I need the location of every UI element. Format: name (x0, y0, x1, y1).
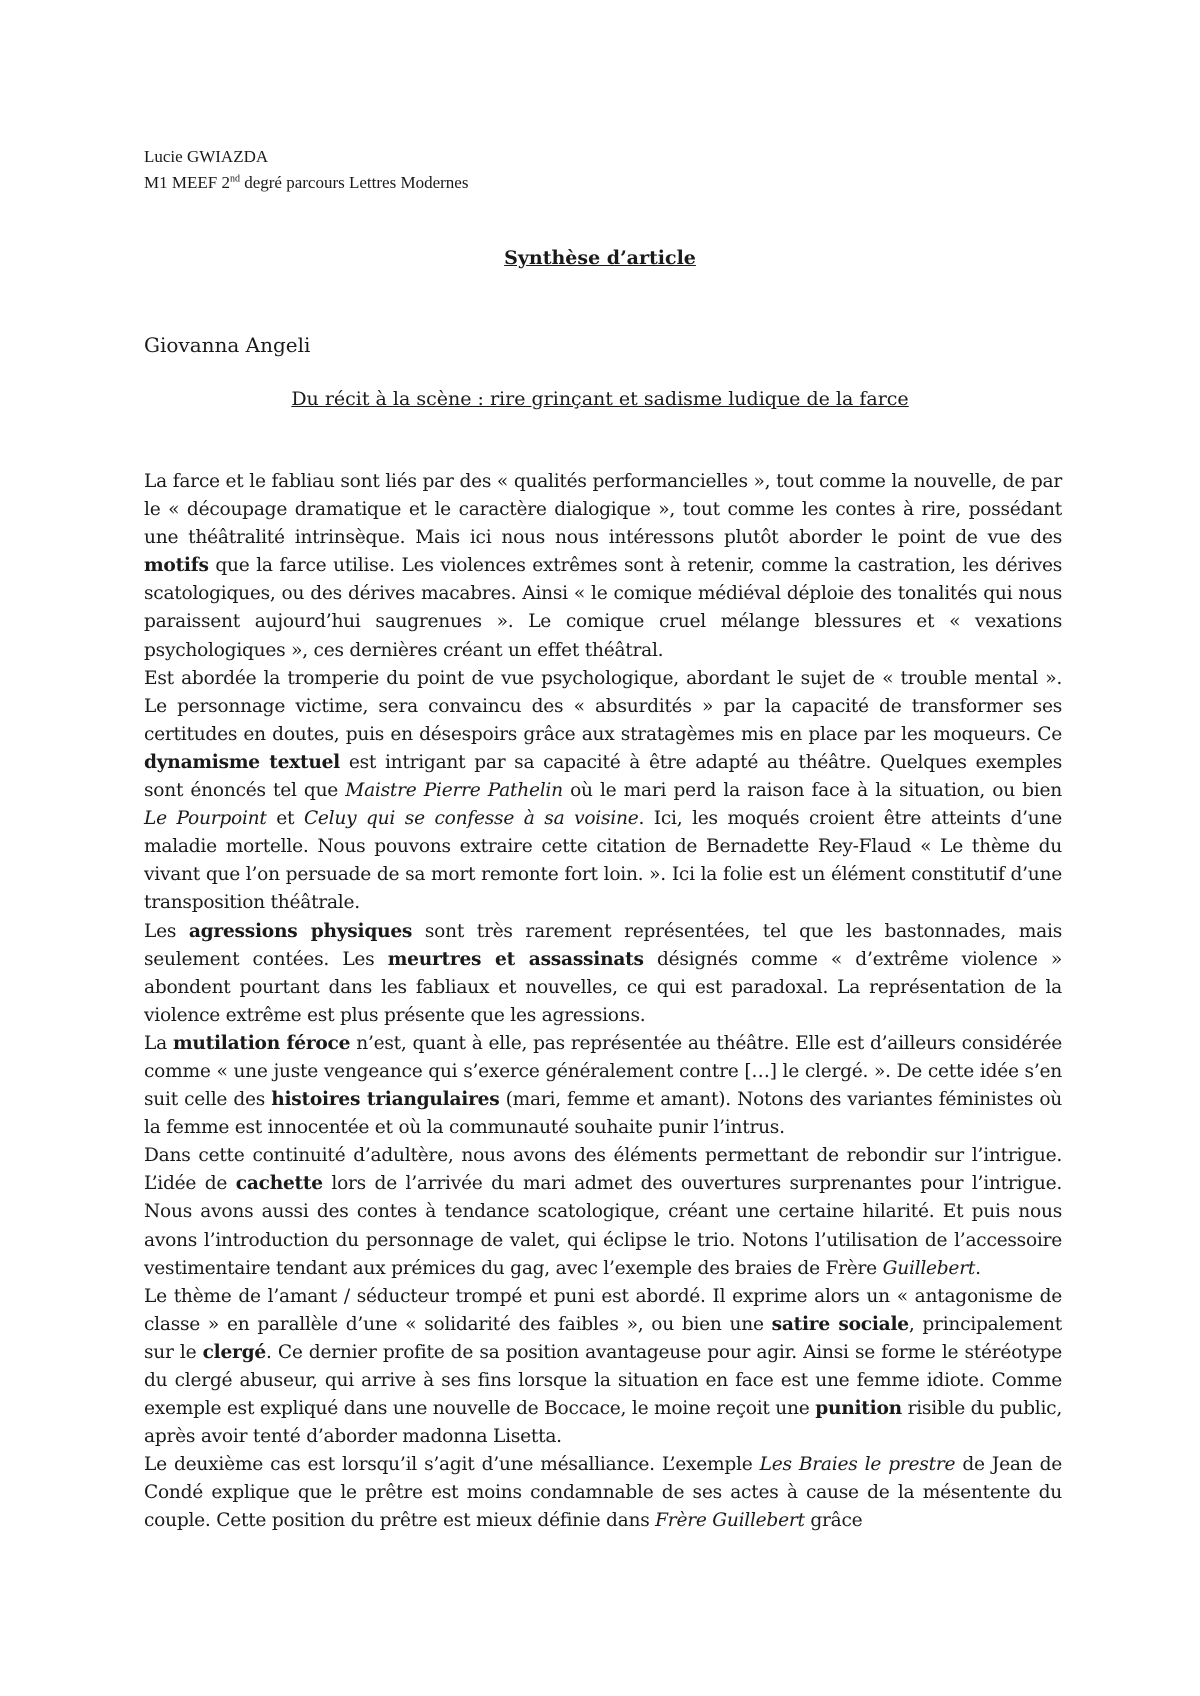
italic-title: Frère Guillebert (655, 1510, 805, 1532)
text-run: . (975, 1257, 981, 1279)
text-run: Le deuxième cas est lorsqu’il s’agit d’une mésalliance. L’exemple (144, 1454, 760, 1476)
italic-title: Celuy qui se confesse à sa voisine (303, 808, 639, 830)
bold-term: histoires triangulaires (271, 1089, 500, 1111)
italic-title: Le Pourpoint (144, 808, 267, 830)
document-title: Synthèse d’article (504, 247, 696, 269)
text-run: (mari, femme et amant). Notons des variantes féministes où la femme est innocentée et où la communauté souhaite punir l’intrus. (144, 1089, 1062, 1139)
text-run: est intrigant par sa capacité à être adapté au théâtre. Quelques exemples sont énoncés tel que (144, 751, 1063, 802)
text-run: que la farce utilise. Les violences extrêmes sont à retenir, comme la castration, les dérives scatologiques, ou des dérives macabres. Ainsi « le comique médiéval déploie des tonalités qui nous paraissent aujourd’hui saugrenues ». Le comique cruel mélange blessures et « vexations psychologiques », ces dernières créant un effet théâtral. (144, 555, 1062, 661)
program-prefix: M1 MEEF 2 (144, 173, 230, 192)
text-run: et (266, 808, 304, 830)
text-run: La (144, 1032, 173, 1054)
paragraph-7 (144, 1451, 1062, 1535)
text-run: Dans cette continuité d’adultère, nous avons des éléments permettant de rebondir sur l’intrigue. L’idée de (144, 1145, 1062, 1195)
bold-term: punition (815, 1398, 902, 1420)
bold-term: dynamisme textuel (144, 751, 340, 773)
bold-term: agressions physiques (188, 920, 413, 942)
text-run: Les (144, 920, 189, 942)
bold-term: motifs (144, 555, 209, 577)
text-run: risible du public, après avoir tenté d’aborder madonna Lisetta. (144, 1398, 1062, 1448)
text-run: Est abordée la tromperie du point de vue psychologique, abordant le sujet de « trouble mental ». Le personnage victime, sera convaincu des « absurdités » par la capacité de transformer ses certitudes en doutes, puis en désespoirs grâce aux stratagèmes mis en place par les moqueurs. Ce (144, 667, 1062, 745)
italic-title: Maistre Pierre Pathelin (345, 780, 563, 802)
bold-term: meurtres et assassinats (387, 948, 644, 970)
paragraph-4 (144, 1030, 1062, 1142)
italic-title: Les Braies le prestre (759, 1454, 956, 1476)
paragraph-1 (144, 468, 1062, 665)
italic-title: Guillebert (882, 1257, 976, 1279)
text-run: où le mari perd la raison face à la situation, ou bien (562, 780, 1062, 802)
paragraph-3 (144, 918, 1062, 1030)
text-run: de Jean de Condé explique que le prêtre est moins condamnable de ses actes à cause de la mésentente du couple. Cette position du prêtre est mieux définie dans (144, 1454, 1062, 1532)
text-run: . Ici, les moqués croient être atteints d’une maladie mortelle. Nous pouvons extraire cette citation de Bernadette Rey-Flaud « Le thème du vivant que l’on persuade de sa mort remonte fort loin. ». Ici la folie est un élément constitutif d’une transposition théâtrale. (144, 808, 1062, 914)
text-run: grâce (804, 1510, 863, 1532)
author-name: Lucie GWIAZDA (144, 147, 269, 166)
program-superscript: nd (229, 173, 240, 185)
paragraph-5 (144, 1142, 1062, 1282)
bold-term: clergé (202, 1341, 266, 1363)
body-text (144, 468, 1062, 1536)
article-title: Du récit à la scène : rire grinçant et sadisme ludique de la farce (291, 388, 909, 410)
paragraph-2 (144, 665, 1062, 918)
text-run: . Ce dernier profite de sa position avantageuse pour agir. Ainsi se forme le stéréotype du clergé abuseur, qui arrive à ses fins lorsque la situation en face est une femme idiote. Comme exemple est expliqué dans une nouvelle de Boccace, le moine reçoit une (144, 1341, 1062, 1420)
author-block (144, 144, 468, 196)
program-line (144, 170, 468, 196)
bold-term: satire sociale (771, 1313, 909, 1335)
article-author: Giovanna Angeli (144, 333, 311, 357)
text-run: , principalement sur le (144, 1313, 1062, 1363)
paragraph-6 (144, 1283, 1062, 1452)
text-run: La farce et le fabliau sont liés par des « qualités performancielles », tout comme la nouvelle, de par le « découpage dramatique et le caractère dialogique », tout comme les contes à rire, possédant une théâtralité intrinsèque. Mais ici nous nous intéressons plutôt aborder le point de vue des (144, 471, 1062, 549)
bold-term: cachette (235, 1173, 323, 1195)
text-run: Le thème de l’amant / séducteur trompé et puni est abordé. Il exprime alors un « antagonisme de classe » en parallèle d’une « solidarité des faibles », ou bien une (144, 1285, 1062, 1335)
text-run: lors de l’arrivée du mari admet des ouvertures surprenantes pour l’intrigue. Nous avons aussi des contes à tendance scatologique, créant une certaine hilarité. Et puis nous avons l’introduction du personnage de valet, qui éclipse le trio. Notons l’utilisation de l’accessoire vestimentaire tendant aux prémices du gag, avec l’exemple des braies de Frère (144, 1173, 1062, 1279)
text-run: désignés comme « d’extrême violence » abondent pourtant dans les fabliaux et nouvelles, ce qui est paradoxal. La représentation de la violence extrême est plus présente que les agressions. (144, 948, 1062, 1026)
text-run: n’est, quant à elle, pas représentée au théâtre. Elle est d’ailleurs considérée comme « une juste vengeance qui s’exerce généralement contre […] le clergé. ». De cette idée s’en suit celle des (144, 1032, 1062, 1111)
text-run: sont très rarement représentées, tel que les bastonnades, mais seulement contées. Les (144, 920, 1062, 970)
bold-term: mutilation féroce (172, 1032, 351, 1054)
program-suffix: degré parcours Lettres Modernes (239, 173, 469, 192)
